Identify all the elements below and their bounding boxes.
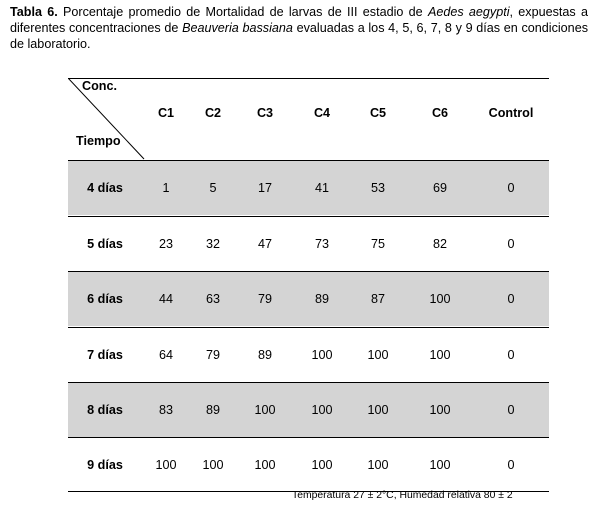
table-cell: 100	[311, 347, 333, 362]
table-cell: 89	[205, 402, 221, 417]
caption-text-2: , expuestas a diferentes concentraciones de	[10, 5, 588, 35]
table-rule	[68, 271, 549, 272]
table-cell: 87	[370, 291, 386, 306]
table-cell: 0	[507, 402, 515, 417]
caption-label: Tabla 6.	[10, 5, 58, 19]
table-cell: 100	[429, 457, 451, 472]
table-rule	[68, 160, 549, 161]
caption-text-1: Porcentaje promedio de Mortalidad de larvas de III estadio de	[57, 5, 428, 19]
table-cell: 69	[432, 180, 448, 195]
table-cell: 0	[507, 236, 515, 251]
row-label: 5 días	[87, 236, 123, 251]
caption-species-2: Beauveria bassiana	[182, 20, 293, 35]
shaded-row-band	[68, 382, 549, 437]
column-header: C1	[157, 106, 175, 120]
table-rule	[68, 327, 549, 328]
table-cell: 32	[205, 236, 221, 251]
row-label: 6 días	[87, 291, 123, 306]
row-label: 7 días	[87, 347, 123, 362]
table-cell: 100	[429, 291, 451, 306]
table-cell: 73	[314, 236, 330, 251]
corner-label-conc: Conc.	[82, 79, 117, 93]
table-cell: 100	[367, 347, 389, 362]
table-cell: 47	[257, 236, 273, 251]
table-cell: 17	[257, 180, 273, 195]
table-cell: 100	[254, 457, 276, 472]
table-cell: 0	[507, 180, 515, 195]
table-cell: 79	[205, 347, 221, 362]
table-cell: 100	[429, 347, 451, 362]
table-cell: 100	[311, 457, 333, 472]
caption-text-3: evaluadas a los 4, 5, 6, 7, 8 y 9 días en condiciones de laboratorio.	[10, 20, 588, 51]
column-header: C5	[369, 106, 387, 120]
table-rule	[68, 382, 549, 383]
row-label: 9 días	[87, 457, 123, 472]
table-cell: 5	[209, 180, 217, 195]
table-cell: 100	[254, 402, 276, 417]
table-cell: 0	[507, 291, 515, 306]
shaded-row-band	[68, 271, 549, 326]
caption-species-1: Aedes aegypti	[427, 5, 510, 19]
table-cell: 89	[314, 291, 330, 306]
table-rule	[68, 216, 549, 217]
table-cell: 64	[158, 347, 174, 362]
table-cell: 100	[311, 402, 333, 417]
table-cell: 53	[370, 180, 386, 195]
corner-label-tiempo: Tiempo	[76, 134, 121, 148]
table-cell: 89	[257, 347, 273, 362]
table-cell: 100	[367, 457, 389, 472]
table-cell: 1	[162, 180, 170, 195]
table-cell: 63	[205, 291, 221, 306]
table-cell: 41	[314, 180, 330, 195]
column-header: C4	[313, 106, 331, 120]
table-cell: 79	[257, 291, 273, 306]
table-cell: 100	[202, 457, 224, 472]
column-header: C2	[204, 106, 222, 120]
table-footnote: Temperatura 27 ± 2°C, Humedad relativa 80 ± 2	[292, 490, 513, 501]
table-cell: 83	[158, 402, 174, 417]
table-caption	[10, 5, 588, 52]
table-cell: 23	[158, 236, 174, 251]
table-cell: 75	[370, 236, 386, 251]
column-header: C3	[256, 106, 274, 120]
table-cell: 100	[367, 402, 389, 417]
column-header: C6	[431, 106, 449, 120]
row-label: 8 días	[87, 402, 123, 417]
table-cell: 0	[507, 347, 515, 362]
table-cell: 100	[155, 457, 177, 472]
table-rule	[68, 78, 549, 79]
table-cell: 0	[507, 457, 515, 472]
table-rule	[68, 437, 549, 438]
table-cell: 100	[429, 402, 451, 417]
table-cell: 82	[432, 236, 448, 251]
row-label: 4 días	[87, 180, 123, 195]
shaded-row-band	[68, 160, 549, 215]
table-cell: 44	[158, 291, 174, 306]
column-header: Control	[488, 106, 534, 120]
